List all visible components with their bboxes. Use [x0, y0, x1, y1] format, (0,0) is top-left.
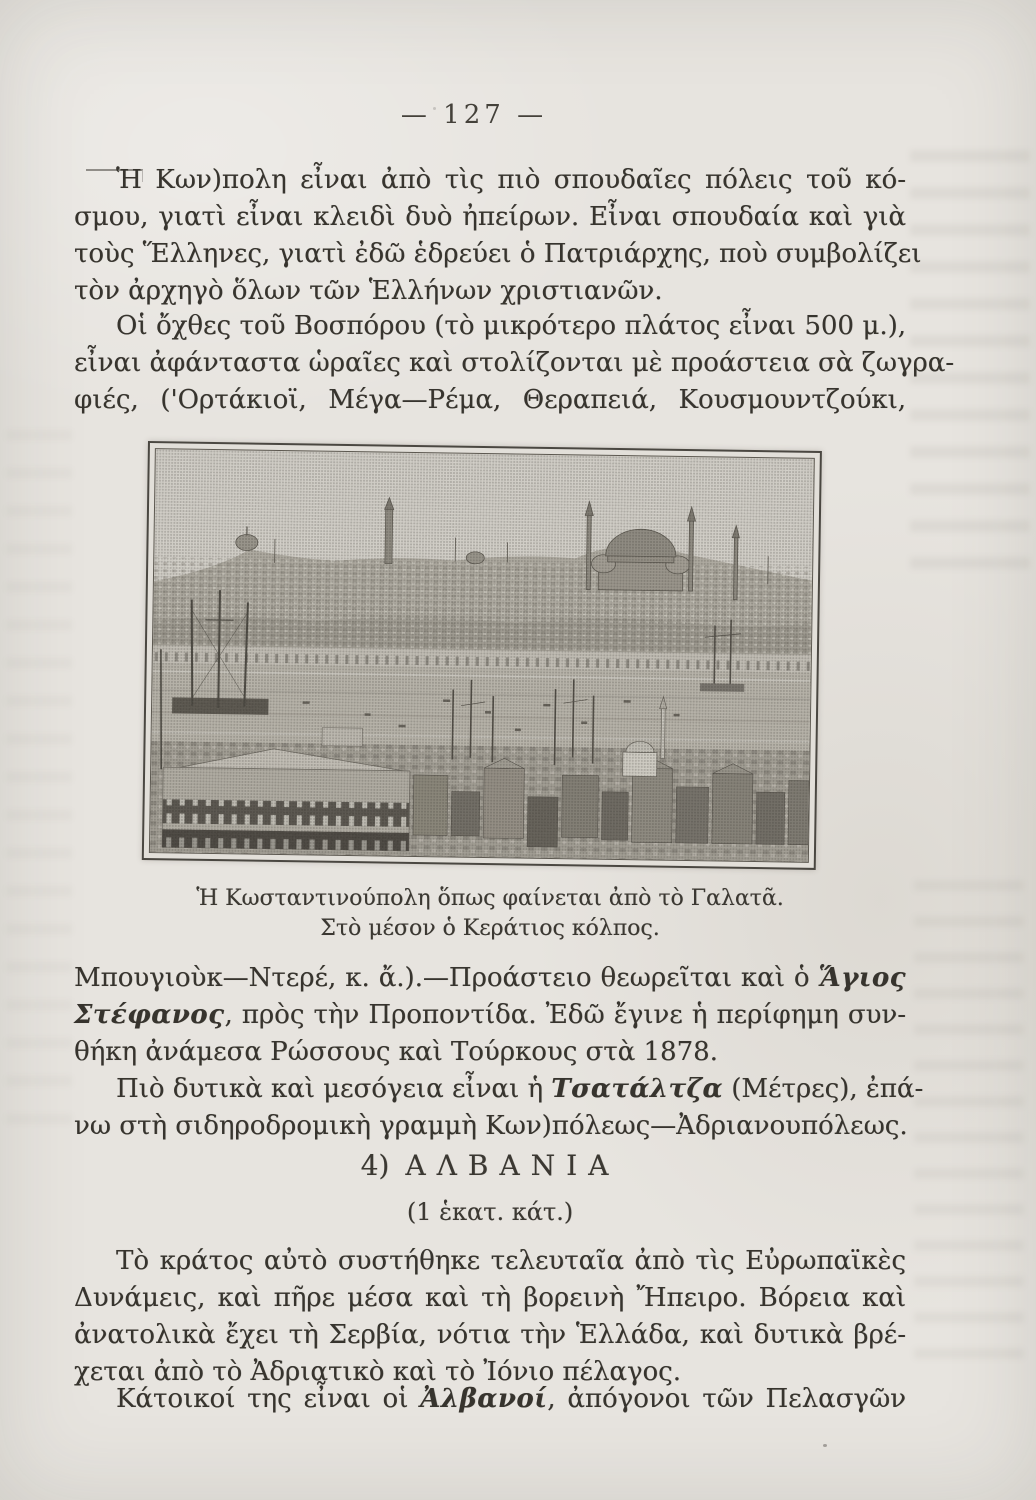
- photo-frame: [142, 441, 822, 870]
- text-line: Δυνάμεις, καὶ πῆρε μέσα καὶ τὴ βορεινὴ Ἤπειρο. Βόρεια καὶ: [74, 1283, 906, 1313]
- figure-constantinople: [142, 441, 822, 870]
- text-line: Οἱ ὄχθες τοῦ Βοσπόρου (τὸ μικρότερο πλάτος εἶναι 500 μ.),: [116, 311, 906, 341]
- text-line: [74, 960, 906, 997]
- paragraph-proasteia: [74, 960, 906, 1071]
- text-line: εἶναι ἀφάνταστα ὡραῖες καὶ στολίζονται μὲ προάστεια σὰ ζωγρα-: [74, 348, 955, 378]
- constantinople-photo: [149, 448, 815, 863]
- city-panorama-illustration: [150, 449, 814, 862]
- caption-line: Στὸ μέσον ὁ Κεράτιος κόλπος.: [320, 916, 660, 941]
- text-line: θήκη ἀνάμεσα Ρώσσους καὶ Τούρκους στὰ 1878.: [74, 1037, 718, 1067]
- caption-line: Ἡ Κωσταντινούπολη ὅπως φαίνεται ἀπὸ τὸ Γαλατᾶ.: [196, 886, 784, 911]
- text-line: [74, 1071, 924, 1108]
- page-number: — 127 —: [400, 100, 548, 130]
- text-segment: , ἀπόγονοι τῶν Πελασγῶν: [547, 1384, 906, 1414]
- heading-title: ΑΛΒΑΝΙΑ: [405, 1149, 620, 1182]
- section-subheading-population: (1 ἑκατ. κάτ.): [406, 1198, 574, 1226]
- text-line: [74, 997, 906, 1034]
- bold-place-name: Ἅγιος: [818, 963, 906, 993]
- text-line: χεται ἀπὸ τὸ Ἀδριατικὸ καὶ τὸ Ἰόνιο πέλαγος.: [74, 1357, 682, 1387]
- text-line: σμου, γιατὶ εἶναι κλειδὶ δυὸ ἠπείρων. Εἶναι σπουδαία καὶ γιὰ: [74, 202, 906, 232]
- text-segment: , πρὸς τὴν Προποντίδα. Ἐδῶ ἔγινε ἡ περίφημη συν-: [224, 1000, 906, 1030]
- bold-place-name: Τσατάλτζα: [551, 1074, 723, 1104]
- text-line: φιές, ('Ορτάκιοϊ, Μέγα—Ρέμα, Θεραπειά, Κουσμουντζούκι,: [74, 385, 906, 415]
- text-line: τοὺς Ἕλληνες, γιατὶ ἐδῶ ἑδρεύει ὁ Πατριάρχης, ποὺ συμβολίζει: [74, 239, 922, 269]
- bleedthrough-artifact: [914, 880, 1024, 1380]
- text-line: νω στὴ σιδηροδρομικὴ γραμμὴ Κων)πόλεως—Ἀδριανουπόλεως.: [74, 1111, 908, 1141]
- text-segment: Κάτοικοί της εἶναι οἱ: [116, 1384, 421, 1414]
- text-segment: Μπουγιοὺκ—Ντερέ, κ. ἄ.).—Προάστειο θεωρεῖται καὶ ὁ: [74, 963, 819, 993]
- bold-place-name: Στέφανος: [74, 1000, 225, 1030]
- text-segment: Πιὸ δυτικὰ καὶ μεσόγεια εἶναι ἡ: [116, 1074, 552, 1104]
- paragraph-konstantinoupoli: [74, 162, 922, 310]
- section-heading-albania: [74, 1149, 906, 1182]
- paragraph-katoikoi: [74, 1381, 906, 1418]
- bleedthrough-artifact: [6, 430, 72, 1150]
- ink-speck: [823, 1444, 827, 1447]
- paragraph-albania: [74, 1243, 906, 1391]
- paragraph-tsataltza: [74, 1071, 924, 1145]
- text-line: τὸν ἀρχηγὸ ὅλων τῶν Ἑλλήνων χριστιανῶν.: [74, 276, 663, 306]
- figure-caption: [74, 884, 906, 944]
- text-line: Τὸ κράτος αὐτὸ συστήθηκε τελευταῖα ἀπὸ τὶς Εὐρωπαϊκὲς: [116, 1246, 906, 1276]
- text-segment: (Μέτρες), ἐπά-: [722, 1074, 924, 1104]
- bold-ethnonym: Ἀλβανοί: [420, 1384, 548, 1414]
- heading-number: 4): [360, 1149, 390, 1182]
- text-line: Ἡ Κων)πολη εἶναι ἀπὸ τὶς πιὸ σπουδαῖες πόλεις τοῦ κό-: [116, 165, 906, 195]
- text-line: [74, 1381, 906, 1418]
- photo-grain: [150, 449, 814, 862]
- text-line: ἀνατολικὰ ἔχει τὴ Σερβία, νότια τὴν Ἑλλάδα, καὶ δυτικὰ βρέ-: [74, 1320, 906, 1350]
- paragraph-vosporos: [74, 308, 955, 419]
